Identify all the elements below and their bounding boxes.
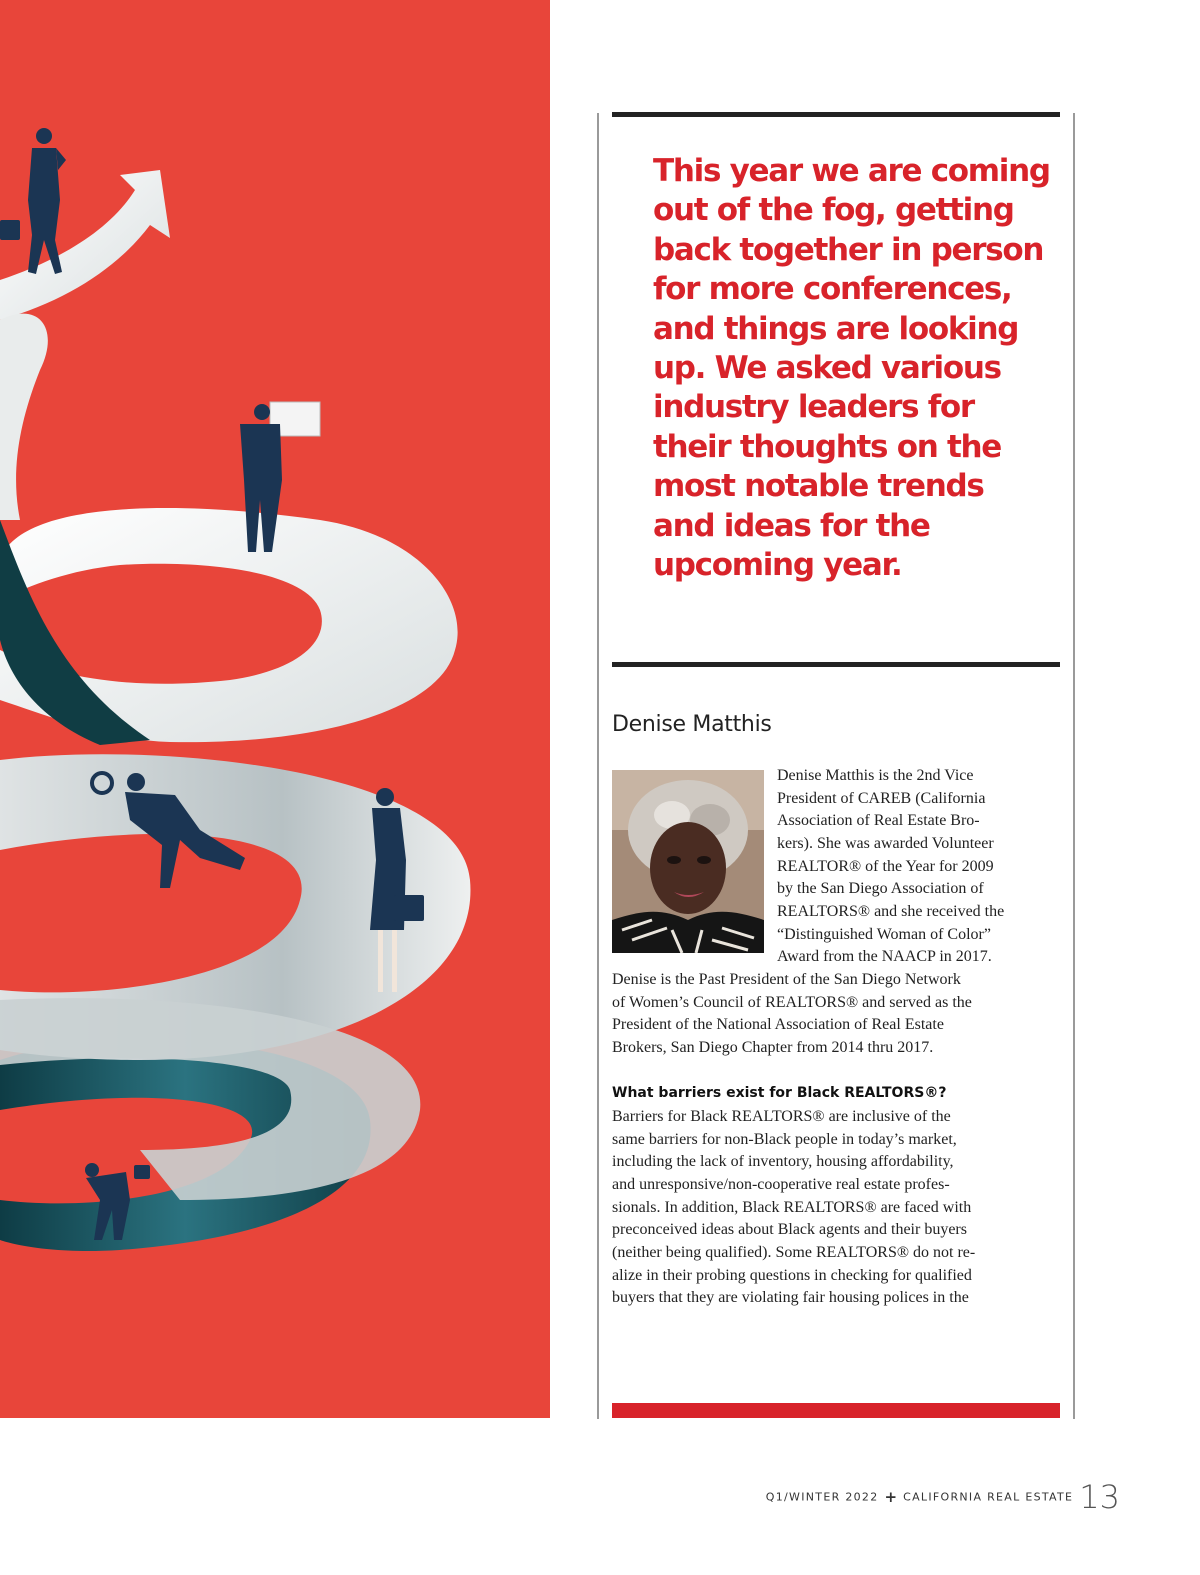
top-rule	[612, 112, 1060, 117]
right-column-rule	[1073, 113, 1075, 1419]
cover-illustration	[0, 0, 550, 1418]
pull-quote: This year we are coming out of the fog, getting back together in person for more conferences, and things are looking up. We asked various industry leaders for their thoughts on the most notable trends and ideas for the upcoming year.	[653, 153, 1050, 584]
bio-line: “Distinguished Woman of Color”	[777, 926, 991, 943]
answer-line: Barriers for Black REALTORS® are inclusive of the	[612, 1108, 951, 1125]
publication-name: CALIFORNIA REAL ESTATE	[903, 1490, 1074, 1504]
bio-line: President of the National Association of Real Estate	[612, 1016, 944, 1033]
author-name: Denise Matthis	[612, 712, 772, 737]
bio-line: REALTOR® of the Year for 2009	[777, 858, 994, 875]
bio-line: Brokers, San Diego Chapter from 2014 thru 2017.	[612, 1039, 934, 1056]
answer-line: alize in their probing questions in checking for qualified	[612, 1267, 972, 1284]
quote-bottom-rule	[612, 662, 1060, 667]
bio-line: Denise Matthis is the 2nd Vice	[777, 767, 974, 784]
bio-line: kers). She was awarded Volunteer	[777, 835, 994, 852]
issue-label: Q1/WINTER 2022	[765, 1490, 879, 1504]
bio-line: of Women’s Council of REALTORS® and served as the	[612, 994, 972, 1011]
answer-line: preconceived ideas about Black agents and their buyers	[612, 1221, 967, 1238]
answer-line: sionals. In addition, Black REALTORS® are faced with	[612, 1199, 972, 1216]
bio-line: REALTORS® and she received the	[777, 903, 1005, 920]
red-accent-bar	[612, 1403, 1060, 1418]
bio-line: by the San Diego Association of	[777, 880, 984, 897]
plus-separator: +	[884, 1488, 898, 1506]
answer-line: and unresponsive/non-cooperative real estate profes-	[612, 1176, 950, 1193]
bio-line: President of CAREB (California	[777, 790, 986, 807]
answer-line: buyers that they are violating fair housing polices in the	[612, 1289, 969, 1306]
bio-line: Association of Real Estate Bro-	[777, 812, 980, 829]
bio-line: Award from the NAACP in 2017.	[777, 948, 992, 965]
bio-line: Denise is the Past President of the San Diego Network	[612, 971, 961, 988]
answer-line: same barriers for non-Black people in today’s market,	[612, 1131, 957, 1148]
answer-line: (neither being qualified). Some REALTORS® do not re-	[612, 1244, 976, 1261]
question-heading: What barriers exist for Black REALTORS®?	[612, 1085, 947, 1101]
page-number: 13	[1079, 1478, 1120, 1516]
page-footer	[766, 1478, 1120, 1516]
answer-line: including the lack of inventory, housing affordability,	[612, 1153, 954, 1170]
left-column-rule	[597, 113, 599, 1419]
author-portrait	[612, 770, 764, 953]
